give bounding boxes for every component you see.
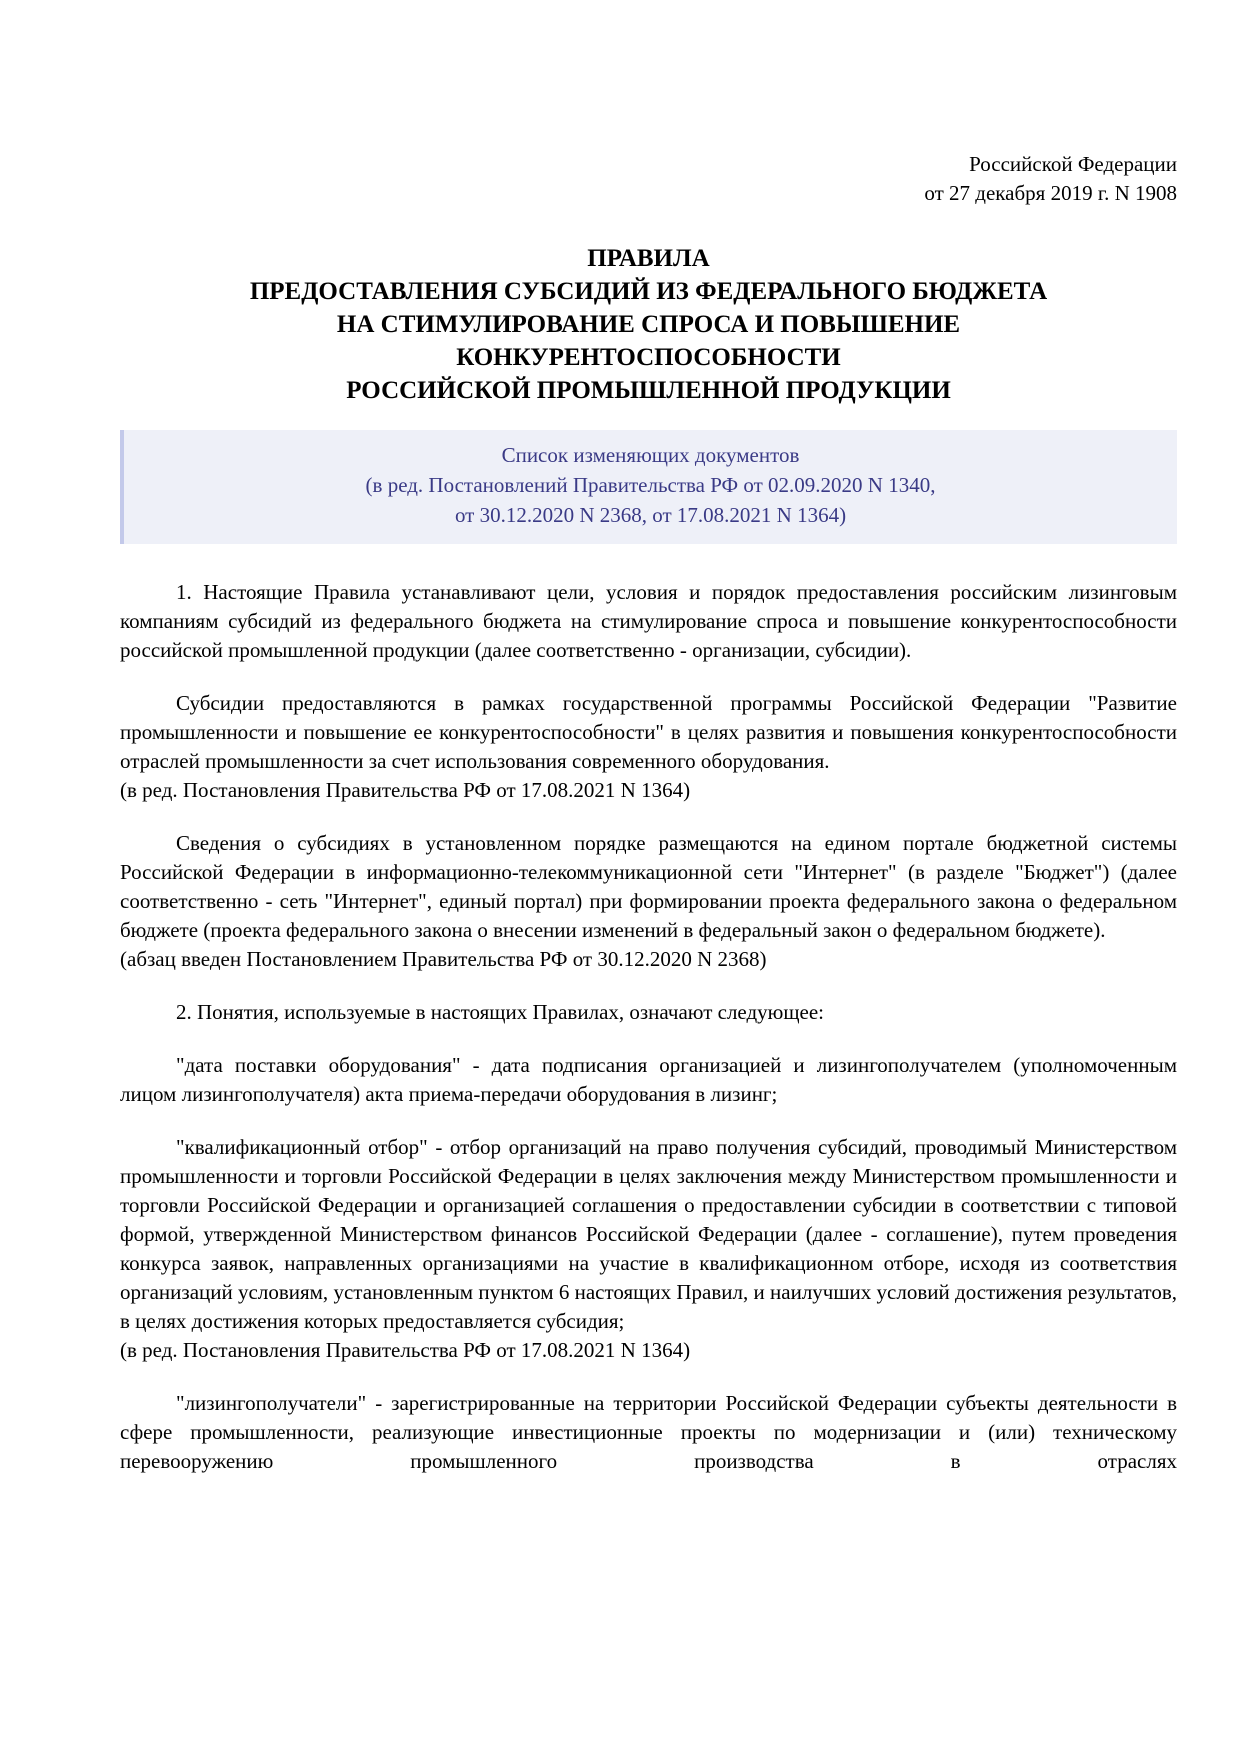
approval-block bbox=[120, 150, 1177, 208]
revision-note: (в ред. Постановления Правительства РФ от 17.08.2021 N 1364) bbox=[120, 1338, 691, 1362]
paragraph bbox=[120, 1389, 1177, 1476]
paragraph-text: Субсидии предоставляются в рамках государственной программы Российской Федерации "Развитие промышленности и повышение ее конкурентоспособности" в целях развития и повышения конкурентоспособности отраслей промышленности за счет использования современного оборудования. bbox=[120, 691, 1177, 773]
amending-documents-box bbox=[120, 430, 1177, 544]
paragraph bbox=[120, 1133, 1177, 1365]
amending-line: (в ред. Постановлений Правительства РФ от 02.09.2020 N 1340, bbox=[365, 473, 936, 497]
revision-note: (в ред. Постановления Правительства РФ от 17.08.2021 N 1364) bbox=[120, 778, 691, 802]
paragraph-text: 2. Понятия, используемые в настоящих Правилах, означают следующее: bbox=[176, 1000, 824, 1024]
paragraph bbox=[120, 829, 1177, 974]
paragraph-text: "квалификационный отбор" - отбор организаций на право получения субсидий, проводимый Министерством промышленности и торговли Российской Федерации в целях заключения между Министерством промышленности и торговли Российской Федерации и организацией соглашения о предоставлении субсидии в соответствии с типовой формой, утвержденной Министерством финансов Российской Федерации (далее - соглашение), путем проведения конкурса заявок, направленных организациями на участие в квалификационном отборе, исходя из соответствия организаций условиям, установленным пунктом 6 настоящих Правил, и наилучших условий достижения результатов, в целях достижения которых предоставляется субсидия; bbox=[120, 1135, 1177, 1333]
amending-line: от 30.12.2020 N 2368, от 17.08.2021 N 1364) bbox=[454, 503, 847, 527]
paragraph-text: Сведения о субсидиях в установленном порядке размещаются на едином портале бюджетной системы Российской Федерации в информационно-телекоммуникационной сети "Интернет" (в разделе "Бюджет") (далее соответственно - сеть "Интернет", единый портал) при формировании проекта федерального закона о федеральном бюджете (проекта федерального закона о внесении изменений в федеральный закон о федеральном бюджете). bbox=[120, 831, 1177, 942]
paragraph bbox=[120, 578, 1177, 665]
paragraph-text: 1. Настоящие Правила устанавливают цели, условия и порядок предоставления российским лизинговым компаниям субсидий из федерального бюджета на стимулирование спроса и повышение конкурентоспособности российской промышленной продукции (далее соответственно - организации, субсидии). bbox=[120, 580, 1177, 662]
document-page bbox=[120, 150, 1177, 1476]
title-line: ПРЕДОСТАВЛЕНИЯ СУБСИДИЙ ИЗ ФЕДЕРАЛЬНОГО БЮДЖЕТА bbox=[249, 278, 1048, 305]
amending-heading: Список изменяющих документов bbox=[501, 443, 800, 467]
title-line: НА СТИМУЛИРОВАНИЕ СПРОСА И ПОВЫШЕНИЕ bbox=[336, 311, 961, 338]
paragraph bbox=[120, 689, 1177, 805]
paragraph bbox=[120, 998, 1177, 1027]
title-line: КОНКУРЕНТОСПОСОБНОСТИ bbox=[456, 344, 841, 371]
paragraph-text: "дата поставки оборудования" - дата подписания организацией и лизингополучателем (уполномоченным лицом лизингополучателя) акта приема-передачи оборудования в лизинг; bbox=[120, 1053, 1177, 1106]
paragraph bbox=[120, 1051, 1177, 1109]
document-title bbox=[120, 242, 1177, 407]
title-line: РОССИЙСКОЙ ПРОМЫШЛЕННОЙ ПРОДУКЦИИ bbox=[346, 377, 951, 404]
paragraph-text: "лизингополучатели" - зарегистрированные на территории Российской Федерации субъекты деятельности в сфере промышленности, реализующие инвестиционные проекты по модернизации и (или) техническому перевооружению промышленного производства в отраслях bbox=[120, 1391, 1177, 1473]
title-line: ПРАВИЛА bbox=[587, 245, 710, 272]
revision-note: (абзац введен Постановлением Правительства РФ от 30.12.2020 N 2368) bbox=[120, 947, 767, 971]
approval-line: Российской Федерации bbox=[969, 152, 1177, 176]
approval-date: от 27 декабря 2019 г. N 1908 bbox=[924, 181, 1177, 205]
